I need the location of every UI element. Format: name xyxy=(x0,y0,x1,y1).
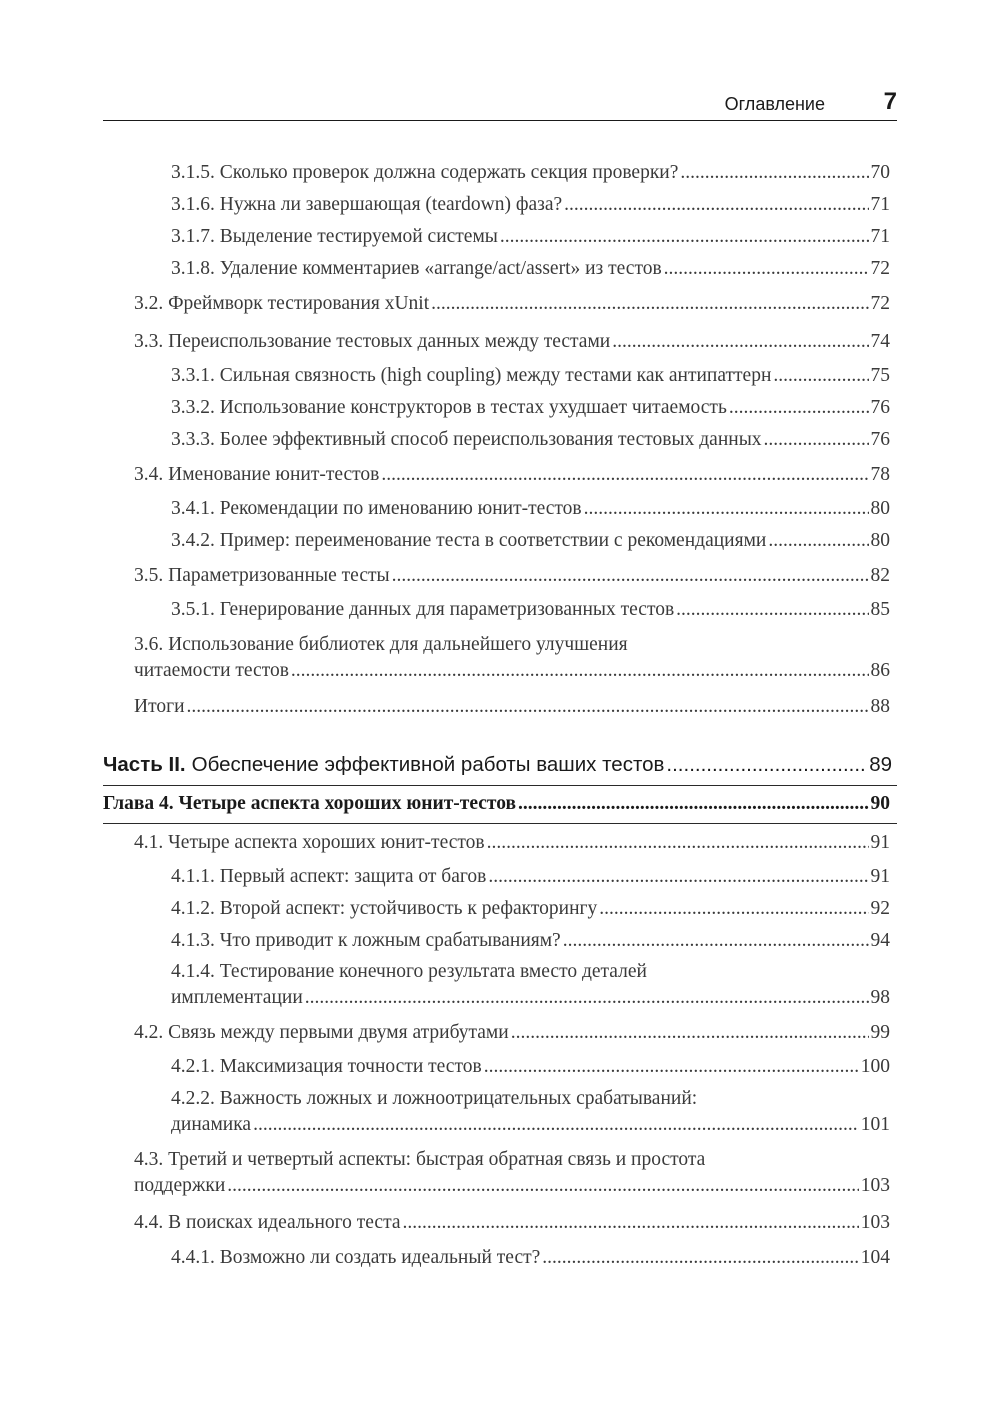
toc-entry-page: 70 xyxy=(870,162,890,183)
dot-leader xyxy=(488,864,868,890)
dot-leader xyxy=(484,1054,859,1080)
toc-entry-title: 3.6. Использование библиотек для дальнейшего улучшения xyxy=(134,634,628,655)
part-page: 89 xyxy=(869,753,892,776)
toc-entry[interactable] xyxy=(171,427,890,453)
toc-entry[interactable] xyxy=(171,597,890,623)
toc-entry-title: 3.1.8. Удаление комментариев «arrange/act/assert» из тестов xyxy=(171,258,662,279)
toc-entry-title: 4.3. Третий и четвертый аспекты: быстрая обратная связь и простота xyxy=(134,1149,706,1170)
toc-entry-title-line2 xyxy=(134,658,890,684)
toc-entry-title: 3.2. Фреймворк тестирования xUnit xyxy=(134,293,430,314)
toc-entry-page: 80 xyxy=(870,530,890,551)
toc-entry-title: 3.4.2. Пример: переименование теста в соответствии с рекомендациями xyxy=(171,530,767,551)
toc-chapter-entry[interactable] xyxy=(103,791,890,817)
toc-entry-title: 4.2.1. Максимизация точности тестов xyxy=(171,1056,482,1077)
toc-entry-page: 100 xyxy=(860,1056,890,1077)
toc-entry-title: 3.4. Именование юнит-тестов xyxy=(134,464,380,485)
toc-entry[interactable] xyxy=(134,329,890,355)
toc-entry-title: 4.4.1. Возможно ли создать идеальный тест? xyxy=(171,1247,541,1268)
toc-entry[interactable] xyxy=(171,896,890,922)
toc-part-entry[interactable] xyxy=(103,751,892,779)
toc-entry[interactable] xyxy=(134,462,890,488)
toc-entry-title: динамика xyxy=(171,1114,252,1135)
toc-entry-page: 91 xyxy=(870,866,890,887)
dot-leader xyxy=(500,224,869,250)
dot-leader xyxy=(680,160,868,186)
part-separator xyxy=(103,785,897,786)
toc-entry-title: 3.1.5. Сколько проверок должна содержать секция проверки? xyxy=(171,162,679,183)
page-number: 7 xyxy=(883,88,897,115)
dot-leader xyxy=(612,329,868,355)
toc-entry-title-line1 xyxy=(134,632,890,658)
dot-leader xyxy=(253,1112,859,1138)
toc-entry-title: 3.1.6. Нужна ли завершающая (teardown) фаза? xyxy=(171,194,563,215)
toc-entry-page: 94 xyxy=(870,930,890,951)
dot-leader xyxy=(773,363,868,389)
toc-entry-title-line1 xyxy=(171,959,890,985)
toc-entry-page: 75 xyxy=(870,365,890,386)
toc-entry-title: Итоги xyxy=(134,696,185,717)
toc-entry-page: 91 xyxy=(870,832,890,853)
toc-entry-page: 71 xyxy=(870,194,890,215)
toc-entry[interactable] xyxy=(134,830,890,856)
toc-entry[interactable] xyxy=(171,363,890,389)
toc-entry[interactable] xyxy=(171,1054,890,1080)
dot-leader xyxy=(768,528,868,554)
dot-leader xyxy=(564,192,868,218)
chapter-separator xyxy=(103,823,897,824)
toc-entry-page: 72 xyxy=(870,258,890,279)
dot-leader xyxy=(227,1173,858,1199)
toc-entry-title: 4.2. Связь между первыми двумя атрибутами xyxy=(134,1022,509,1043)
toc-entry[interactable] xyxy=(134,563,890,589)
dot-leader xyxy=(518,791,868,817)
toc-entry-page: 76 xyxy=(870,429,890,450)
dot-leader xyxy=(392,563,869,589)
dot-leader xyxy=(542,1245,858,1271)
toc-entry-title: 3.5.1. Генерирование данных для параметризованных тестов xyxy=(171,599,675,620)
toc-entry-title: 3.3.2. Использование конструкторов в тестах ухудшает читаемость xyxy=(171,397,727,418)
chapter-page: 90 xyxy=(870,793,890,814)
dot-leader xyxy=(676,597,868,623)
dot-leader xyxy=(487,830,869,856)
toc-entry-title-line1 xyxy=(171,1086,890,1112)
toc-entry-title: 3.3.1. Сильная связность (high coupling) между тестами как антипаттерн xyxy=(171,365,772,386)
toc-entry-title: читаемости тестов xyxy=(134,660,289,681)
toc-entry[interactable] xyxy=(171,496,890,522)
toc-entry[interactable] xyxy=(171,1245,890,1271)
toc-entry-title: имплементации xyxy=(171,987,303,1008)
dot-leader xyxy=(764,427,869,453)
dot-leader xyxy=(305,985,869,1011)
toc-entry-page: 85 xyxy=(870,599,890,620)
toc-entry-title: 4.4. В поисках идеального теста xyxy=(134,1212,401,1233)
dot-leader xyxy=(664,256,869,282)
toc-entry-title-line1 xyxy=(134,1147,890,1173)
toc-entry-page: 103 xyxy=(860,1175,890,1196)
toc-entry-page: 74 xyxy=(870,331,890,352)
toc-entry-title-line2 xyxy=(134,1173,890,1199)
toc-entry-page: 78 xyxy=(870,464,890,485)
toc-entry-title: 3.4.1. Рекомендации по именованию юнит-тестов xyxy=(171,498,582,519)
toc-entry-page: 104 xyxy=(860,1247,890,1268)
dot-leader xyxy=(403,1210,859,1236)
toc-entry[interactable] xyxy=(171,928,890,954)
toc-entry-page: 88 xyxy=(870,696,890,717)
toc-entry-title: 4.1. Четыре аспекта хороших юнит-тестов xyxy=(134,832,485,853)
toc-entry-title: 4.2.2. Важность ложных и ложноотрицательных срабатываний: xyxy=(171,1088,698,1109)
toc-entry[interactable] xyxy=(134,1210,890,1236)
toc-entry-title: 3.5. Параметризованные тесты xyxy=(134,565,390,586)
toc-entry-title: 3.1.7. Выделение тестируемой системы xyxy=(171,226,498,247)
toc-entry-title-line2 xyxy=(171,985,890,1011)
part-label: Часть II. xyxy=(103,753,186,776)
dot-leader xyxy=(431,291,868,317)
toc-entry[interactable] xyxy=(171,864,890,890)
toc-entry-page: 103 xyxy=(860,1212,890,1233)
toc-entry-page: 72 xyxy=(870,293,890,314)
toc-entry-page: 98 xyxy=(870,987,890,1008)
part-title: Обеспечение эффективной работы ваших тестов xyxy=(191,753,665,776)
dot-leader xyxy=(511,1020,869,1046)
dot-leader xyxy=(599,896,868,922)
toc-entry-page: 86 xyxy=(870,660,890,681)
toc-entry-page: 92 xyxy=(870,898,890,919)
toc-entry-title: 4.1.1. Первый аспект: защита от багов xyxy=(171,866,487,887)
toc-entry-title: 3.3. Переиспользование тестовых данных между тестами xyxy=(134,331,611,352)
dot-leader xyxy=(729,395,869,421)
toc-entry[interactable] xyxy=(171,528,890,554)
running-title: Оглавление xyxy=(724,94,825,114)
toc-entry-page: 101 xyxy=(860,1114,890,1135)
toc-entry-page: 71 xyxy=(870,226,890,247)
dot-leader xyxy=(584,496,869,522)
toc-entry-title: 4.1.4. Тестирование конечного результата вместо деталей xyxy=(171,961,647,982)
toc-entry[interactable] xyxy=(171,256,890,282)
dot-leader xyxy=(563,928,869,954)
toc-entry[interactable] xyxy=(171,192,890,218)
dot-leader xyxy=(666,751,867,779)
dot-leader xyxy=(291,658,869,684)
toc-entry-page: 82 xyxy=(870,565,890,586)
page-header xyxy=(103,88,897,121)
toc-entry[interactable] xyxy=(171,395,890,421)
toc-entry-title-line2 xyxy=(171,1112,890,1138)
toc-entry-title: поддержки xyxy=(134,1175,226,1196)
toc-entry-title: 3.3.3. Более эффективный способ переиспользования тестовых данных xyxy=(171,429,762,450)
toc-entry-title: 4.1.2. Второй аспект: устойчивость к рефакторингу xyxy=(171,898,598,919)
toc-entry[interactable] xyxy=(171,224,890,250)
toc-entry[interactable] xyxy=(171,160,890,186)
toc-entry[interactable] xyxy=(134,1020,890,1046)
toc-entry[interactable] xyxy=(134,694,890,720)
dot-leader xyxy=(381,462,868,488)
toc-entry-page: 80 xyxy=(870,498,890,519)
toc-entry-title: 4.1.3. Что приводит к ложным срабатываниям? xyxy=(171,930,561,951)
toc-entry[interactable] xyxy=(134,291,890,317)
chapter-title: Глава 4. Четыре аспекта хороших юнит-тестов xyxy=(103,793,517,814)
toc-entry-page: 76 xyxy=(870,397,890,418)
dot-leader xyxy=(187,694,869,720)
toc-entry-page: 99 xyxy=(870,1022,890,1043)
